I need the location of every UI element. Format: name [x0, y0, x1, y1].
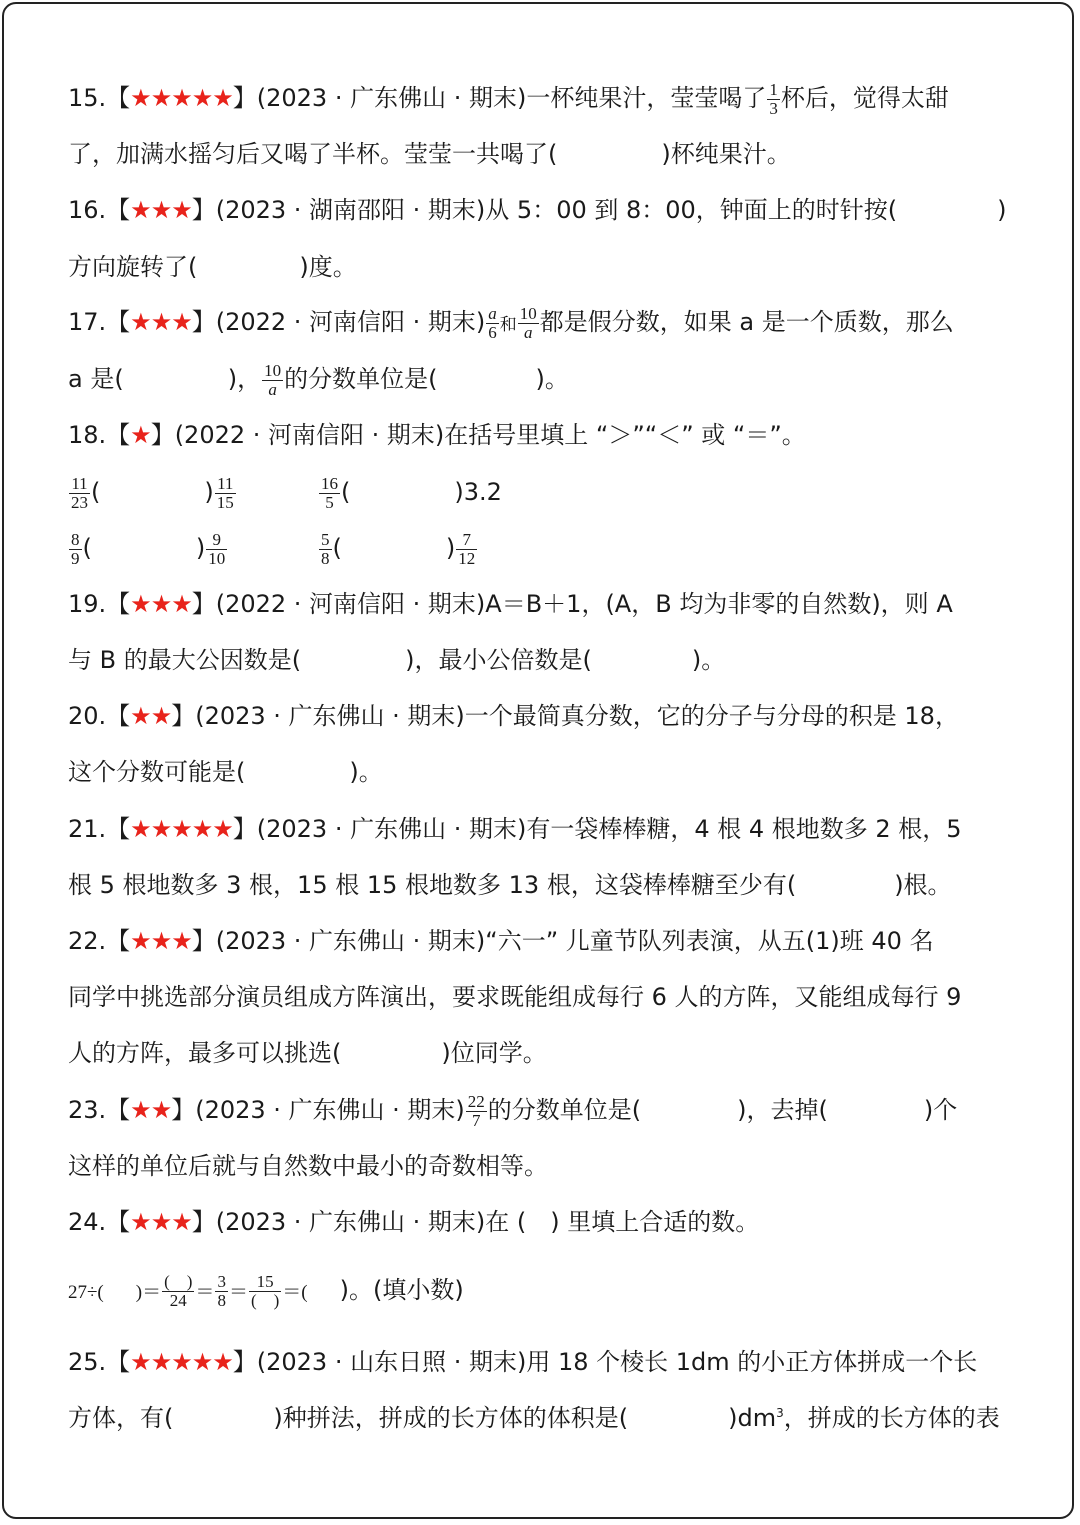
question-number: 21.	[68, 815, 107, 843]
question-15-line-2: 了，加满水摇匀后又喝了半杯。莹莹一共喝了( )杯纯果汁。	[68, 140, 791, 168]
fraction: $\frac{10}{a}$	[264, 360, 282, 399]
question-21-line-2: 根 5 根地数多 3 根，15 根 15 根地数多 13 根，这袋棒棒糖至少有( )根。	[68, 871, 952, 899]
question-23: 23.【★★】(2023 · 广东佛山 · 期末) $\frac{22}{7}$ 的分数单位是( )，去掉( )个	[68, 1091, 958, 1130]
question-number: 18.	[68, 421, 107, 449]
question-21: 21.【★★★★★】(2023 · 广东佛山 · 期末)有一袋棒棒糖，4 根 4 根地数多 2 根，5	[68, 815, 962, 843]
question-20-line-2: 这个分数可能是( )。	[68, 758, 383, 786]
question-source: (2023 · 广东佛山 · 期末)	[215, 1208, 486, 1236]
question-number: 24.	[68, 1208, 107, 1236]
difficulty-stars: ★★★★★	[130, 84, 233, 112]
question-23-line-2: 这样的单位后就与自然数中最小的奇数相等。	[68, 1152, 548, 1180]
difficulty-stars: ★★★	[130, 927, 192, 955]
difficulty-stars: ★★	[130, 702, 172, 730]
question-17: 17.【★★★】(2022 · 河南信阳 · 期末) $\frac{a}{6}$ 和 $\frac{10}{a}$ 都是假分数，如果 a 是一个质数，那么	[68, 303, 954, 342]
difficulty-stars: ★★★	[130, 308, 192, 336]
question-number: 17.	[68, 308, 107, 336]
fraction: $\frac{22}{7}$	[467, 1091, 485, 1130]
fraction: $\frac{a}{6}$	[488, 303, 497, 342]
question-22: 22.【★★★】(2023 · 广东佛山 · 期末)“六一” 儿童节队列表演，从五(1)班 40 名	[68, 927, 934, 955]
fraction: $\frac{3}{8}$	[217, 1271, 226, 1310]
question-24-equation: 27÷( )＝ $\frac{( )}{24}$ ＝ $\frac{3}{8}$ ＝ $\frac{15}{( )}$ ＝( )。(填小数)	[68, 1271, 464, 1310]
question-18-row-2	[68, 526, 1012, 572]
question-17-line-2: a 是( )， $\frac{10}{a}$ 的分数单位是( )。	[68, 360, 569, 399]
question-source: (2023 · 广东佛山 · 期末)	[195, 702, 465, 730]
question-20: 20.【★★】(2023 · 广东佛山 · 期末)一个最简真分数，它的分子与分母的积是 18，	[68, 702, 959, 730]
question-number: 16.	[68, 196, 107, 224]
question-22-line-2: 同学中挑选部分演员组成方阵演出，要求既能组成每行 6 人的方阵，又能组成每行 9	[68, 983, 962, 1011]
question-number: 19.	[68, 590, 107, 618]
question-25: 25.【★★★★★】(2023 · 山东日照 · 期末)用 18 个棱长 1dm 的小正方体拼成一个长	[68, 1348, 978, 1376]
fraction: $\frac{1}{3}$	[769, 79, 778, 118]
question-19: 19.【★★★】(2022 · 河南信阳 · 期末)A＝B＋1，(A，B 均为非零的自然数)，则 A	[68, 590, 953, 618]
question-16-line-2: 方向旋转了( )度。	[68, 253, 357, 281]
question-source: (2023 · 广东佛山 · 期末)	[215, 927, 486, 955]
difficulty-stars: ★★★★★	[130, 815, 233, 843]
question-18-row-1	[68, 470, 1012, 516]
comparison-1: $\frac{11}{23}$ ( ) $\frac{11}{15}$	[71, 473, 234, 512]
question-19-line-2: 与 B 的最大公因数是( )，最小公倍数是( )。	[68, 646, 726, 674]
difficulty-stars: ★★★	[130, 590, 192, 618]
question-source: (2022 · 河南信阳 · 期末)	[215, 308, 486, 336]
question-source: (2023 · 广东佛山 · 期末)	[195, 1096, 465, 1124]
difficulty-stars: ★★★	[130, 196, 192, 224]
question-18: 18.【★】(2022 · 河南信阳 · 期末)在括号里填上 “＞”“＜” 或 “＝”。	[68, 421, 806, 449]
question-source: (2022 · 河南信阳 · 期末)	[215, 590, 486, 618]
question-source: (2023 · 湖南邵阳 · 期末)	[215, 196, 486, 224]
question-number: 20.	[68, 702, 107, 730]
question-24: 24.【★★★】(2023 · 广东佛山 · 期末)在 ( ) 里填上合适的数。	[68, 1208, 760, 1236]
fraction: $\frac{10}{a}$	[519, 303, 537, 342]
question-number: 23.	[68, 1096, 107, 1124]
question-number: 15.	[68, 84, 107, 112]
difficulty-stars: ★★★	[130, 1208, 192, 1236]
fraction: $\frac{( )}{24}$	[164, 1271, 193, 1310]
comparison-2: $\frac{16}{5}$ ( )3.2	[321, 473, 502, 512]
fraction: $\frac{15}{( )}$	[250, 1271, 280, 1310]
difficulty-stars: ★	[130, 421, 151, 449]
question-number: 25.	[68, 1348, 107, 1376]
difficulty-stars: ★★	[130, 1096, 172, 1124]
comparison-3: $\frac{8}{9}$ ( ) $\frac{9}{10}$	[71, 529, 226, 568]
question-source: (2022 · 河南信阳 · 期末)	[174, 421, 445, 449]
question-22-line-3: 人的方阵，最多可以挑选( )位同学。	[68, 1039, 547, 1067]
question-source: (2023 · 广东佛山 · 期末)	[256, 84, 527, 112]
question-25-line-2: 方体，有( )种拼法，拼成的长方体的体积是( )$dm^3$，拼成的长方体的表	[68, 1404, 1000, 1432]
comparison-4: $\frac{5}{8}$ ( ) $\frac{7}{12}$	[321, 529, 476, 568]
question-source: (2023 · 山东日照 · 期末)	[256, 1348, 527, 1376]
difficulty-stars: ★★★★★	[130, 1348, 233, 1376]
question-16: 16.【★★★】(2023 · 湖南邵阳 · 期末)从 5：00 到 8：00，钟面上的时针按( )	[68, 196, 1007, 224]
question-number: 22.	[68, 927, 107, 955]
question-source: (2023 · 广东佛山 · 期末)	[256, 815, 527, 843]
question-15: 15.【★★★★★】(2023 · 广东佛山 · 期末)一杯纯果汁，莹莹喝了 $\frac{1}{3}$ 杯后，觉得太甜	[68, 79, 949, 118]
